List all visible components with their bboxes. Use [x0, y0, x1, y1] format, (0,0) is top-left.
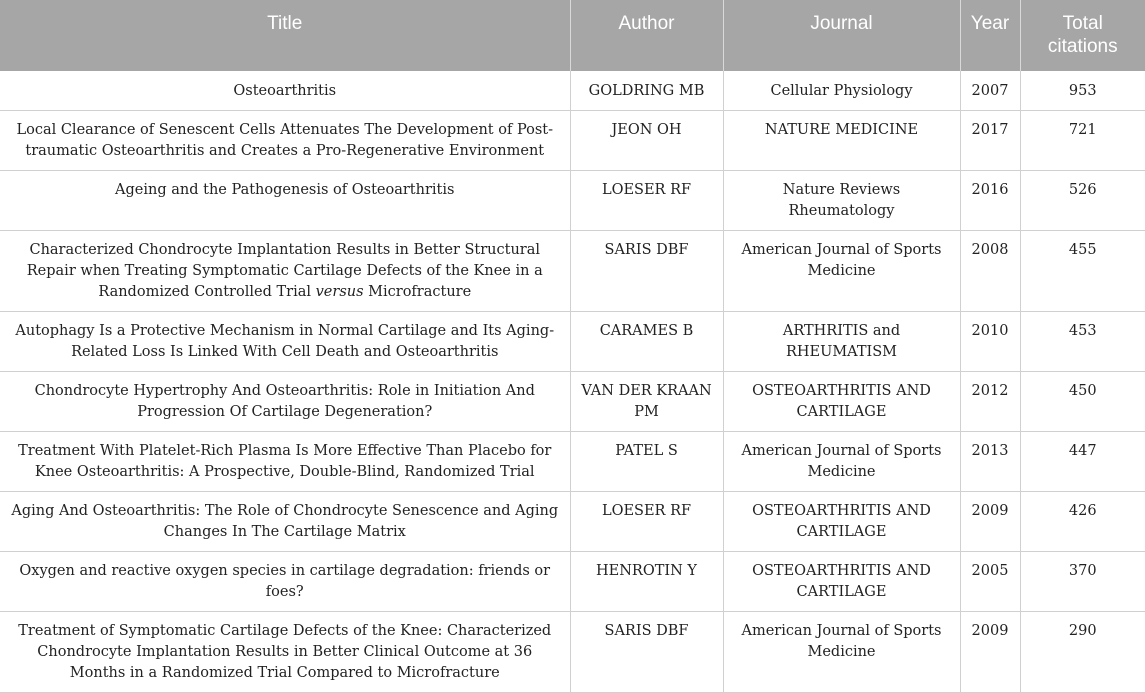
cell-journal: OSTEOARTHRITIS AND CARTILAGE: [723, 492, 960, 552]
cell-author: LOESER RF: [570, 171, 723, 231]
header-year: Year: [960, 0, 1020, 71]
cell-citations: 426: [1020, 492, 1145, 552]
table-row: [0, 372, 1145, 432]
cell-journal: American Journal of Sports Medicine: [723, 432, 960, 492]
cell-author: PATEL S: [570, 432, 723, 492]
title-italic-text: versus: [315, 284, 364, 300]
cell-citations: 953: [1020, 71, 1145, 111]
cell-year: 2008: [960, 231, 1020, 312]
cell-author: CARAMES B: [570, 312, 723, 372]
cell-title: Treatment of Symptomatic Cartilage Defects of the Knee: Characterized Chondrocyte Implantation Results in Better Clinical Outcome at 36 Months in a Randomized Trial Compared to Microfracture: [0, 612, 570, 693]
table-row: [0, 312, 1145, 372]
cell-journal: OSTEOARTHRITIS AND CARTILAGE: [723, 372, 960, 432]
cell-title: Oxygen and reactive oxygen species in cartilage degradation: friends or foes?: [0, 552, 570, 612]
cell-year: 2005: [960, 552, 1020, 612]
cell-title: Aging And Osteoarthritis: The Role of Chondrocyte Senescence and Aging Changes In The Cartilage Matrix: [0, 492, 570, 552]
cell-title: Local Clearance of Senescent Cells Attenuates The Development of Post-traumatic Osteoarthritis and Creates a Pro-Regenerative Environment: [0, 111, 570, 171]
cell-journal: Nature Reviews Rheumatology: [723, 171, 960, 231]
table-row: [0, 432, 1145, 492]
cell-title: Autophagy Is a Protective Mechanism in Normal Cartilage and Its Aging-Related Loss Is Linked With Cell Death and Osteoarthritis: [0, 312, 570, 372]
cell-citations: 450: [1020, 372, 1145, 432]
cell-citations: 526: [1020, 171, 1145, 231]
cell-title: Chondrocyte Hypertrophy And Osteoarthritis: Role in Initiation And Progression Of Cartilage Degeneration?: [0, 372, 570, 432]
cell-year: 2010: [960, 312, 1020, 372]
table-row: [0, 71, 1145, 111]
cell-author: SARIS DBF: [570, 612, 723, 693]
cell-year: 2016: [960, 171, 1020, 231]
cell-journal: ARTHRITIS and RHEUMATISM: [723, 312, 960, 372]
cell-author: LOESER RF: [570, 492, 723, 552]
cell-year: 2013: [960, 432, 1020, 492]
cell-title: Ageing and the Pathogenesis of Osteoarthritis: [0, 171, 570, 231]
cell-author: JEON OH: [570, 111, 723, 171]
cell-author: SARIS DBF: [570, 231, 723, 312]
cell-year: 2009: [960, 492, 1020, 552]
table-row: [0, 111, 1145, 171]
cell-journal: NATURE MEDICINE: [723, 111, 960, 171]
cell-year: 2012: [960, 372, 1020, 432]
cell-author: GOLDRING MB: [570, 71, 723, 111]
title-text: Microfracture: [363, 284, 472, 300]
table-row: [0, 492, 1145, 552]
cell-journal: OSTEOARTHRITIS AND CARTILAGE: [723, 552, 960, 612]
table-row: [0, 171, 1145, 231]
cell-citations: 370: [1020, 552, 1145, 612]
cell-journal: Cellular Physiology: [723, 71, 960, 111]
table-row: [0, 612, 1145, 693]
cell-title: Osteoarthritis: [0, 71, 570, 111]
cell-year: 2009: [960, 612, 1020, 693]
cell-title: Treatment With Platelet-Rich Plasma Is More Effective Than Placebo for Knee Osteoarthritis: A Prospective, Double-Blind, Randomized Trial: [0, 432, 570, 492]
cell-citations: 447: [1020, 432, 1145, 492]
header-total-citations: Total citations: [1020, 0, 1145, 71]
cell-year: 2017: [960, 111, 1020, 171]
header-author: Author: [570, 0, 723, 71]
cell-title: [0, 231, 570, 312]
cell-journal: American Journal of Sports Medicine: [723, 231, 960, 312]
header-row: [0, 0, 1145, 71]
cell-citations: 455: [1020, 231, 1145, 312]
cell-author: VAN DER KRAAN PM: [570, 372, 723, 432]
cell-year: 2007: [960, 71, 1020, 111]
cell-journal: American Journal of Sports Medicine: [723, 612, 960, 693]
title-text: Characterized Chondrocyte Implantation Results in Better Structural Repair when Treating Symptomatic Cartilage Defects of the Knee in a Randomized Controlled Trial: [26, 242, 543, 300]
cell-citations: 453: [1020, 312, 1145, 372]
cell-citations: 721: [1020, 111, 1145, 171]
header-title: Title: [0, 0, 570, 71]
cell-author: HENROTIN Y: [570, 552, 723, 612]
header-journal: Journal: [723, 0, 960, 71]
cell-citations: 290: [1020, 612, 1145, 693]
table-row: [0, 552, 1145, 612]
table-row: [0, 231, 1145, 312]
